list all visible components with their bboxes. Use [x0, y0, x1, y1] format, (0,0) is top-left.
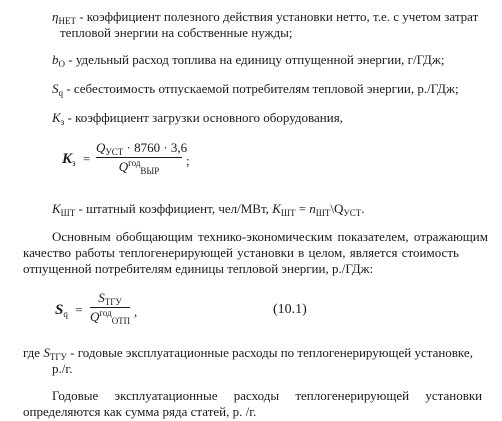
paragraph-line-3: отпущенной потребителям единицы тепловой энергии, р./ГДж:: [23, 261, 374, 276]
sq-den-q: Q: [90, 309, 100, 324]
sq-den-sup: год: [99, 308, 112, 318]
kz-lhs-subscript: з: [72, 158, 76, 168]
s-subscript: q: [58, 88, 63, 98]
paragraph-line-1: Основным обобщающим технико-экономическим показателем, отражающим: [52, 229, 488, 244]
kz-numerator: [96, 140, 188, 157]
b-subscript: О: [58, 59, 65, 69]
eta-description: - коэффициент полезного действия установки нетто, т.е. с учетом затрат: [75, 9, 479, 24]
kz-num-q-sub: УСТ: [105, 147, 124, 157]
sq-numerator: [90, 290, 130, 306]
def-b-line: [52, 52, 444, 68]
def-eta-line-1: [52, 9, 478, 25]
formula-kz-fraction: [96, 140, 188, 176]
kshtat-subscript-2: ШТ: [280, 208, 296, 218]
def-s-line: [52, 81, 459, 97]
where-symbol: S: [43, 345, 50, 360]
kz-den-sub: ВЫР: [140, 166, 160, 176]
paragraph-line-2: качество работы теплогенерирующей установки в целом, является стоимость: [23, 245, 459, 260]
def-eta-line-2: [60, 25, 293, 41]
sq-tail: ,: [134, 304, 138, 319]
formula-kz-lhs: [62, 151, 90, 167]
final-line-1: Годовые эксплуатационные расходы теплогенерирующей установки: [52, 388, 483, 403]
b-symbol: b: [52, 52, 59, 67]
where-lead: где: [23, 345, 44, 360]
k-symbol: K: [52, 110, 61, 125]
kshtat-symbol-2: K: [272, 201, 281, 216]
kz-num-q: Q: [96, 140, 106, 155]
kz-tail: ;: [186, 153, 190, 168]
eta-subscript: НЕТ: [58, 16, 76, 26]
k-subscript: з: [60, 117, 65, 127]
sq-lhs-symbol: S: [55, 302, 64, 318]
kshtat-description: - штатный коэффициент, чел/МВт,: [75, 201, 273, 216]
s-description: - себестоимость отпускаемой потребителям тепловой энергии, р./ГДж;: [63, 81, 459, 96]
kz-den-q: Q: [118, 159, 129, 174]
sq-num-sub: ТГУ: [104, 297, 122, 307]
kshtat-tail-sub: УСТ: [343, 208, 362, 218]
eta-symbol: η: [52, 9, 59, 24]
kshtat-n-sub: ШТ: [315, 208, 331, 218]
final-line-2: определяются как сумма ряда статей, р. /г.: [23, 404, 257, 419]
kz-equals: =: [82, 151, 91, 166]
b-description: - удельный расход топлива на единицу отпущенной энергии, г/ГДж;: [65, 52, 445, 67]
def-kshtat-line: [52, 201, 364, 217]
def-k-line: [52, 110, 343, 126]
sq-equals: =: [75, 302, 83, 317]
kshtat-equals: =: [295, 201, 310, 216]
kshtat-dot: .: [361, 201, 365, 216]
kshtat-subscript: ШТ: [60, 208, 76, 218]
sq-num-s: S: [98, 290, 105, 305]
kz-lhs-symbol: K: [62, 151, 73, 167]
equation-number: (10.1): [273, 302, 307, 317]
kz-denominator: [96, 159, 182, 175]
where-subscript: ТГУ: [49, 352, 67, 362]
formula-sq-lhs: [55, 302, 82, 318]
kshtat-symbol: K: [52, 201, 61, 216]
eta-description-cont: тепловой энергии на собственные нужды;: [60, 25, 293, 40]
kz-den-sup: год: [128, 158, 141, 168]
k-description: - коэффициент загрузки основного оборудования,: [64, 110, 343, 125]
sq-den-sub: ОТП: [111, 316, 131, 326]
where-line-2: р./г.: [52, 361, 73, 376]
sq-lhs-subscript: q: [63, 309, 68, 319]
sq-denominator: [90, 309, 130, 325]
kz-num-rest: · 8760 · 3,6: [123, 140, 188, 155]
kshtat-tail: \Q: [330, 201, 344, 216]
where-line-1: [23, 345, 473, 361]
formula-sq-fraction: [90, 290, 130, 325]
kshtat-n: n: [309, 201, 316, 216]
where-description: - годовые эксплуатационные расходы по теплогенерирующей установке,: [66, 345, 473, 360]
s-symbol: S: [52, 81, 59, 96]
